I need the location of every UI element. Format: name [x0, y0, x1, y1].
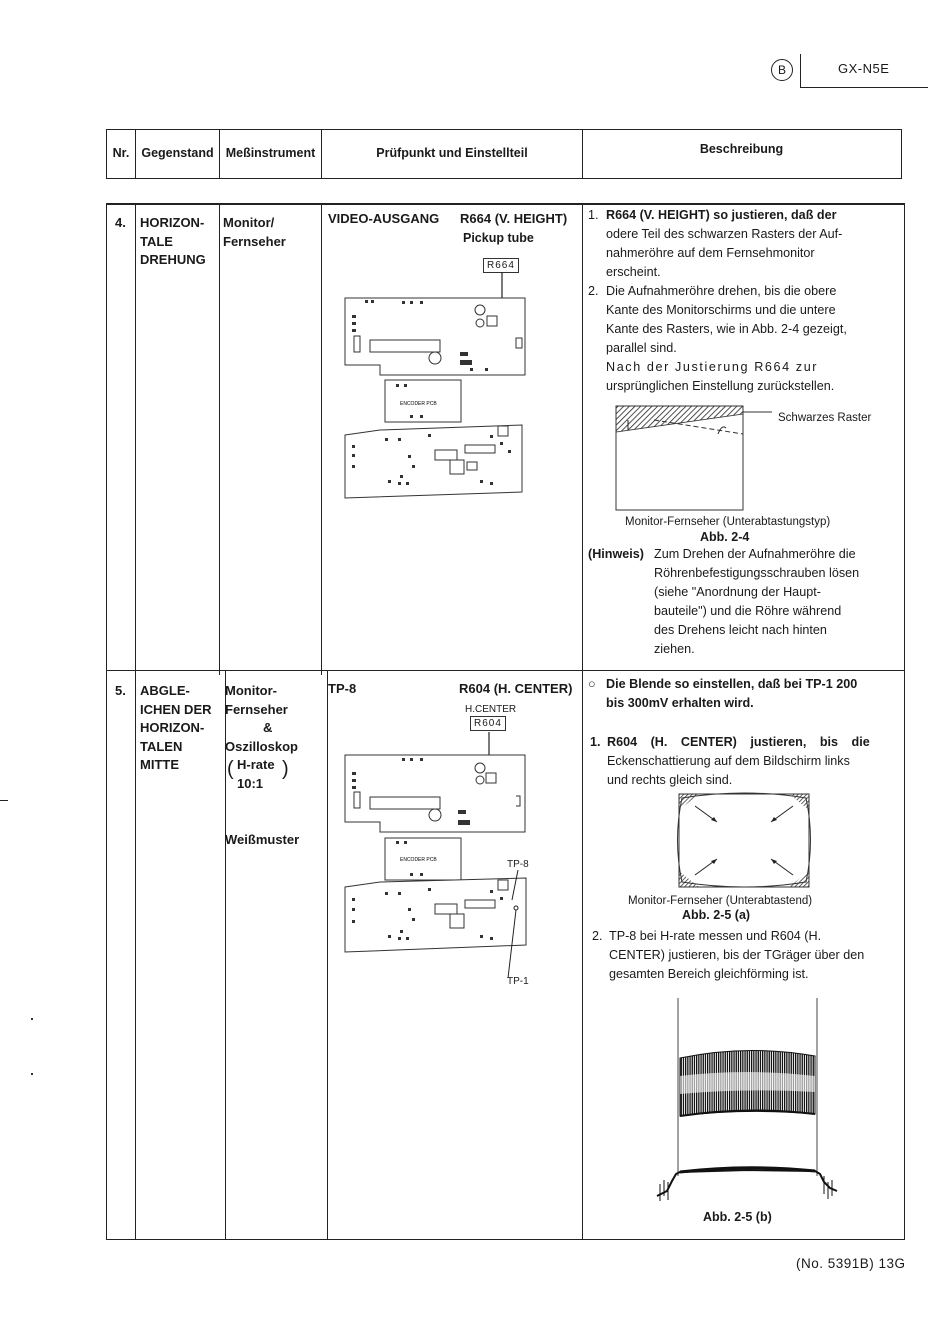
- model-badge: B: [771, 59, 793, 81]
- row5-fig-2-5b-waveform: [652, 996, 842, 1206]
- row4-instrument: Monitor/ Fernseher: [223, 215, 286, 249]
- row5-desc-1: 1. R604 (H. CENTER) justieren, bis die Eckenschattierung auf dem Bildschirm links und rechts gleich sind.: [590, 735, 870, 787]
- header-underline: [800, 87, 928, 88]
- row5-nr: 5.: [115, 683, 126, 698]
- row5-fig-2-5a: [677, 792, 812, 890]
- row4-pruef-sub: Pickup tube: [463, 231, 534, 245]
- row5-paren-right: ): [282, 758, 289, 780]
- row5-desc-2: 2. TP-8 bei H-rate messen und R604 (H. CENTER) justieren, bis der TGräger über den gesamten Bereich gleichförming ist.: [592, 929, 865, 981]
- row5-pcb-diagram: [340, 730, 530, 980]
- row5-hcenter: H.CENTER: [465, 704, 517, 715]
- hdr-pruefpunkt: Prüfpunkt und Einstellteil: [376, 146, 528, 160]
- body-sep-1: [135, 203, 136, 1239]
- row5-weissmuster: Weißmuster: [225, 832, 300, 847]
- margin-dot-2: [31, 1073, 33, 1075]
- hdr-gegenstand: Gegenstand: [141, 146, 214, 160]
- body-sep-4: [582, 203, 583, 1239]
- row4-note: (Hinweis) Zum Drehen der Aufnahmeröhre die Röhrenbefestigungsschrauben lösen (siehe "Anordnung der Haupt- bauteile") und die Röhre während des Drehens leicht nach hinten ziehen.: [588, 547, 860, 656]
- row5-desc-0: ○ Die Blende so einstellen, daß bei TP-1 200 bis 300mV erhalten wird.: [588, 677, 858, 710]
- row5-fig-b-label: Abb. 2-5 (b): [703, 1210, 772, 1224]
- row4-pruef-right: R664 (V. HEIGHT): [460, 211, 568, 226]
- body-sep-3: [321, 203, 322, 675]
- row4-r664-label: R664: [483, 258, 519, 273]
- row5-pruef-right: R604 (H. CENTER): [459, 681, 573, 696]
- row4-fig-label: Abb. 2-4: [700, 530, 750, 544]
- margin-mark: [0, 800, 8, 801]
- hdr-nr: Nr.: [112, 146, 130, 160]
- row5-instrument: Monitor- Fernseher & Oszilloskop H-rate 10:1: [225, 683, 298, 791]
- row5-paren-left: (: [227, 758, 234, 780]
- row5-tp1: TP-1: [507, 976, 529, 987]
- model-number: GX-N5E: [838, 61, 890, 76]
- row5-fig-a-label: Abb. 2-5 (a): [682, 908, 751, 922]
- header-divider: [800, 54, 801, 88]
- row4-desc-2: 2. Die Aufnahmeröhre drehen, bis die obere Kante des Monitorschirms und die untere Kante des Rasters, wie in Abb. 2-4 gezeigt, parallel sind. Nach der Justierung R664 zur ursprünglichen Einstellung zurückstellen.: [588, 284, 847, 393]
- row4-nr: 4.: [115, 215, 126, 230]
- row4-fig-2-4: [614, 404, 774, 514]
- row4-fig-callout: Schwarzes Raster: [778, 412, 872, 424]
- row4-pruef-left: VIDEO-AUSGANG: [328, 211, 440, 226]
- page-number: (No. 5391B) 13G: [796, 1256, 906, 1271]
- row5-r604-label: R604: [470, 716, 506, 731]
- row5-gegenstand: ABGLE- ICHEN DER HORIZON- TALEN MITTE: [140, 683, 212, 772]
- row4-pcb-label: ENCODER PCB: [400, 401, 437, 407]
- body-sep-2: [219, 203, 220, 675]
- hdr-beschreibung: Beschreibung: [699, 142, 784, 156]
- row5-fig-a-caption: Monitor-Fernseher (Unterabtastend): [628, 895, 813, 907]
- body-sep-3b: [327, 670, 328, 1239]
- row4-gegenstand: HORIZON- TALE DREHUNG: [140, 215, 206, 267]
- row-divider: [106, 670, 904, 671]
- row5-pruef-left: TP-8: [328, 681, 357, 696]
- margin-dot-1: [31, 1018, 33, 1020]
- row4-fig-caption: Monitor-Fernseher (Unterabtastungstyp): [625, 516, 831, 528]
- hdr-messinstrument: Meßinstrument: [225, 146, 316, 160]
- row5-tp8: TP-8: [507, 859, 529, 870]
- row5-pcb-label: ENCODER PCB: [400, 857, 437, 863]
- row4-desc-1: 1. R664 (V. HEIGHT) so justieren, daß der odere Teil des schwarzen Rasters der Auf- nahmeröhre auf dem Fernsehmonitor erscheint.: [588, 208, 843, 279]
- row4-pcb-diagram: [340, 270, 530, 500]
